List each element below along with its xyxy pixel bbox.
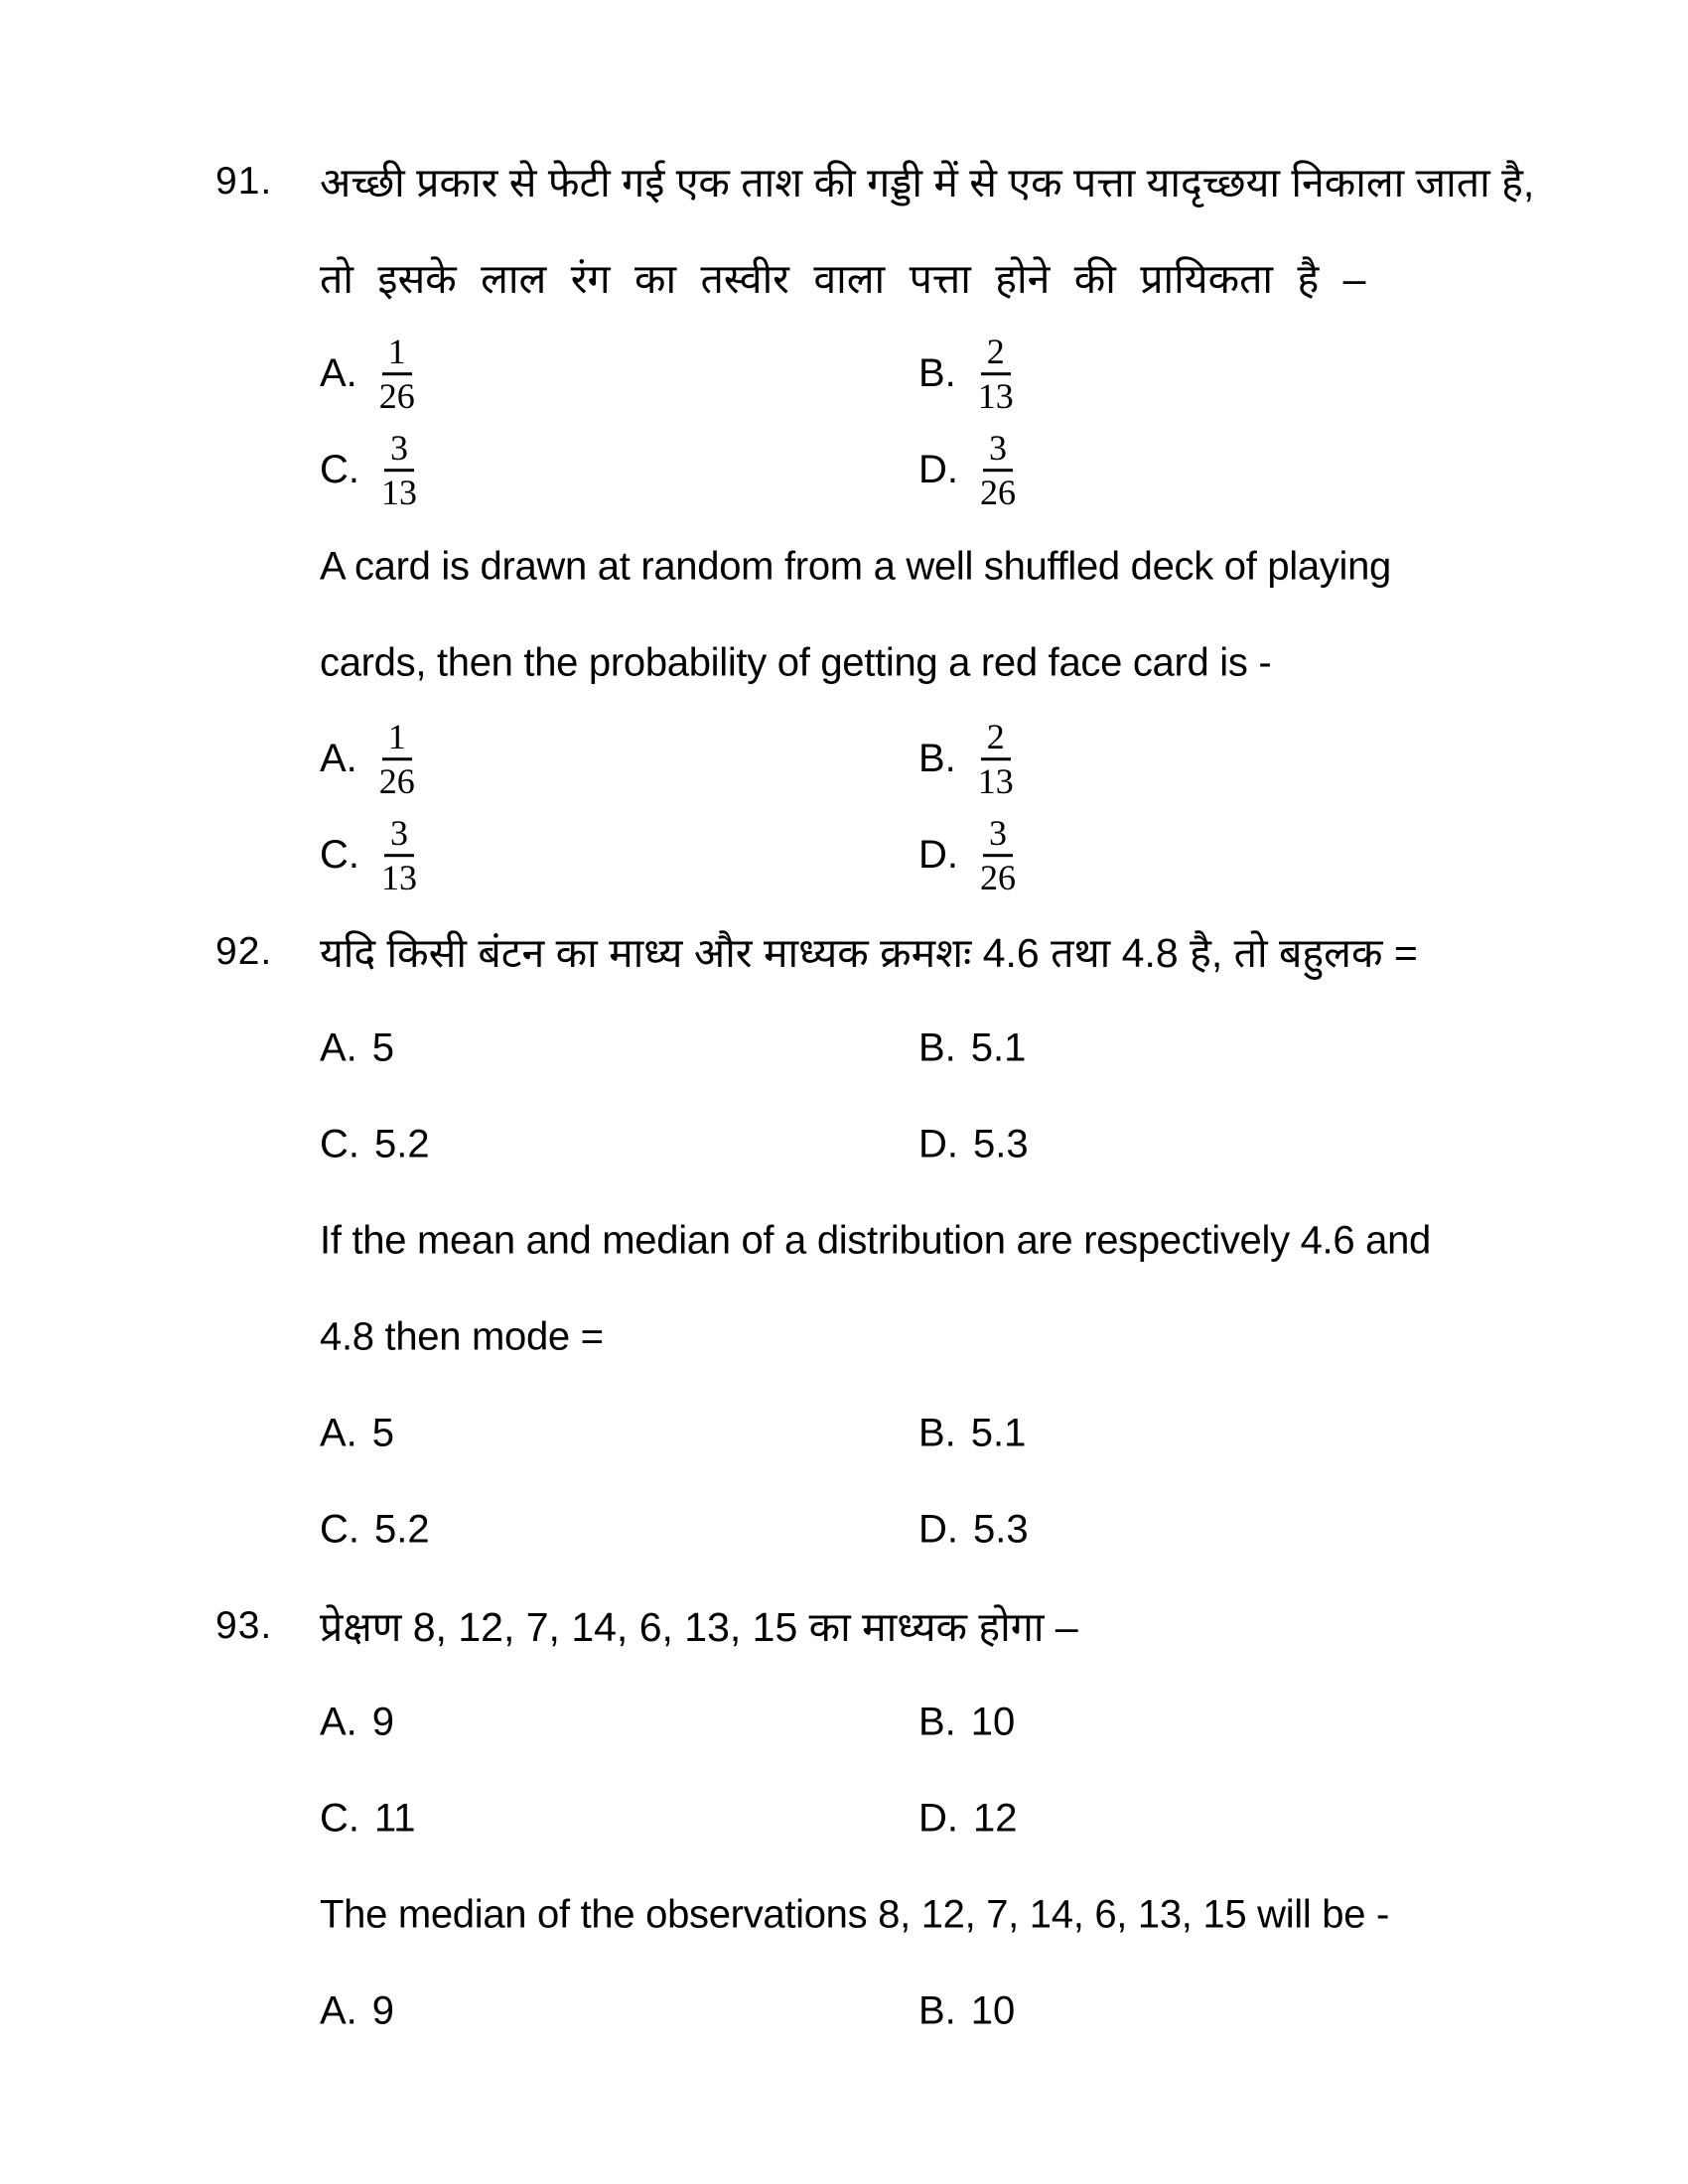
option-c (320, 1122, 430, 1166)
question-text-english: cards, then the probability of getting a red face card is - (320, 640, 1272, 684)
fraction (980, 428, 1016, 513)
option-c (320, 1507, 430, 1552)
question-92-english-options-row-1 (0, 1385, 1688, 1481)
question-text-english: The median of the observations 8, 12, 7, 14, 6, 13, 15 will be - (320, 1892, 1390, 1936)
question-91-hindi-options-row-1 (0, 326, 1688, 422)
fraction (978, 332, 1014, 417)
option-label: A. (320, 1411, 357, 1454)
question-91-hindi-line-2 (0, 229, 1688, 326)
option-label: B. (918, 351, 956, 395)
fraction-numerator: 3 (983, 428, 1013, 472)
fraction (379, 717, 415, 802)
option-label: B. (918, 737, 956, 780)
fraction (978, 717, 1014, 802)
option-value: 5 (371, 1025, 395, 1069)
option-c (320, 1796, 416, 1841)
option-value: 5.1 (970, 1411, 1027, 1454)
fraction-denominator: 26 (378, 376, 415, 416)
option-value: 5.1 (970, 1025, 1027, 1069)
option-a (320, 332, 415, 417)
option-value: 10 (970, 1988, 1016, 2032)
question-92-english-line-2 (0, 1289, 1688, 1385)
question-92-english-options-row-2 (0, 1481, 1688, 1577)
option-d (918, 1796, 1018, 1841)
option-label: A. (320, 351, 357, 395)
option-value: 12 (973, 1796, 1018, 1840)
fraction-denominator: 13 (381, 473, 417, 512)
fraction-denominator: 26 (980, 858, 1016, 897)
question-text-english: If the mean and median of a distribution are respectively 4.6 and (320, 1218, 1431, 1262)
fraction-numerator: 2 (981, 332, 1011, 375)
option-value: 5.3 (973, 1122, 1029, 1165)
option-value: 9 (371, 1988, 395, 2032)
option-label: C. (320, 1122, 359, 1165)
option-label: D. (918, 1507, 958, 1551)
option-d (918, 1507, 1029, 1552)
question-93-english-line-1 (0, 1866, 1688, 1963)
option-value: 5.2 (374, 1507, 430, 1551)
option-label: B. (918, 1700, 956, 1743)
fraction-denominator: 13 (977, 376, 1014, 416)
fraction-numerator: 3 (384, 428, 414, 472)
fraction (381, 428, 417, 513)
option-a (320, 1700, 394, 1744)
question-92-english-line-1 (0, 1192, 1688, 1289)
question-number: 92. (215, 929, 273, 973)
fraction-denominator: 13 (381, 858, 417, 897)
option-label: A. (320, 1988, 357, 2032)
option-d (918, 428, 1016, 513)
question-text-hindi: अच्छी प्रकार से फेटी गई एक ताश की गड्डी में से एक पत्ता यादृच्छया निकाला जाता है, (320, 159, 1535, 205)
option-b (918, 332, 1014, 417)
question-92-hindi-options-row-2 (0, 1096, 1688, 1192)
option-c (320, 813, 417, 898)
option-label: B. (918, 1411, 956, 1454)
option-label: C. (320, 1507, 359, 1551)
question-93-hindi-line-1 (0, 1577, 1688, 1674)
option-b (918, 717, 1014, 802)
option-value: 5.2 (374, 1122, 430, 1165)
fraction-denominator: 26 (378, 761, 415, 801)
option-a (320, 1411, 394, 1455)
option-c (320, 428, 417, 513)
question-91-english-line-1 (0, 518, 1688, 614)
question-91-english-options-row-1 (0, 711, 1688, 807)
question-91-english-line-2 (0, 614, 1688, 711)
question-number: 93. (215, 1603, 273, 1647)
option-label: C. (320, 1796, 359, 1840)
option-d (918, 1122, 1029, 1166)
fraction (381, 813, 417, 898)
option-a (320, 717, 415, 802)
option-value: 10 (970, 1700, 1016, 1743)
option-d (918, 813, 1016, 898)
option-value: 9 (371, 1700, 395, 1743)
fraction-numerator: 2 (981, 717, 1011, 760)
option-label: D. (918, 448, 958, 491)
option-b (918, 1700, 1015, 1744)
fraction-numerator: 3 (983, 813, 1013, 857)
option-label: B. (918, 1988, 956, 2032)
question-93-hindi-options-row-2 (0, 1770, 1688, 1866)
fraction (379, 332, 415, 417)
option-label: D. (918, 1122, 958, 1165)
fraction-denominator: 13 (977, 761, 1014, 801)
question-93-english-options-row-1 (0, 1963, 1688, 2059)
fraction-numerator: 1 (382, 717, 412, 760)
fraction-numerator: 3 (384, 813, 414, 857)
option-a (320, 1988, 394, 2033)
fraction-denominator: 26 (980, 473, 1016, 512)
option-label: A. (320, 1700, 357, 1743)
option-label: C. (320, 448, 359, 491)
option-b (918, 1411, 1026, 1455)
fraction (980, 813, 1016, 898)
question-text-english: A card is drawn at random from a well shuffled deck of playing (320, 544, 1391, 588)
question-text-hindi: प्रेक्षण 8, 12, 7, 14, 6, 13, 15 का माध्यक होगा – (320, 1603, 1078, 1650)
option-label: D. (918, 833, 958, 877)
question-92-hindi-options-row-1 (0, 1000, 1688, 1096)
option-label: A. (320, 1025, 357, 1069)
fraction-numerator: 1 (382, 332, 412, 375)
option-label: A. (320, 737, 357, 780)
option-label: D. (918, 1796, 958, 1840)
question-text-hindi: यदि किसी बंटन का माध्य और माध्यक क्रमशः 4.6 तथा 4.8 है, तो बहुलक = (320, 929, 1418, 976)
option-value: 11 (374, 1796, 416, 1840)
question-92-hindi-line-1 (0, 903, 1688, 1000)
option-a (320, 1025, 394, 1070)
option-value: 5 (371, 1411, 395, 1454)
question-91-hindi-line-1 (0, 133, 1688, 229)
option-b (918, 1988, 1015, 2033)
option-b (918, 1025, 1026, 1070)
option-label: B. (918, 1025, 956, 1069)
question-text-hindi: तो इसके लाल रंग का तस्वीर वाला पत्ता होने की प्रायिकता है – (320, 255, 1366, 302)
question-91-hindi-options-row-2 (0, 422, 1688, 518)
question-text-english: 4.8 then mode = (320, 1314, 604, 1358)
question-91-english-options-row-2 (0, 807, 1688, 903)
option-label: C. (320, 833, 359, 877)
question-number: 91. (215, 159, 273, 203)
option-value: 5.3 (973, 1507, 1029, 1551)
question-93-hindi-options-row-1 (0, 1674, 1688, 1770)
